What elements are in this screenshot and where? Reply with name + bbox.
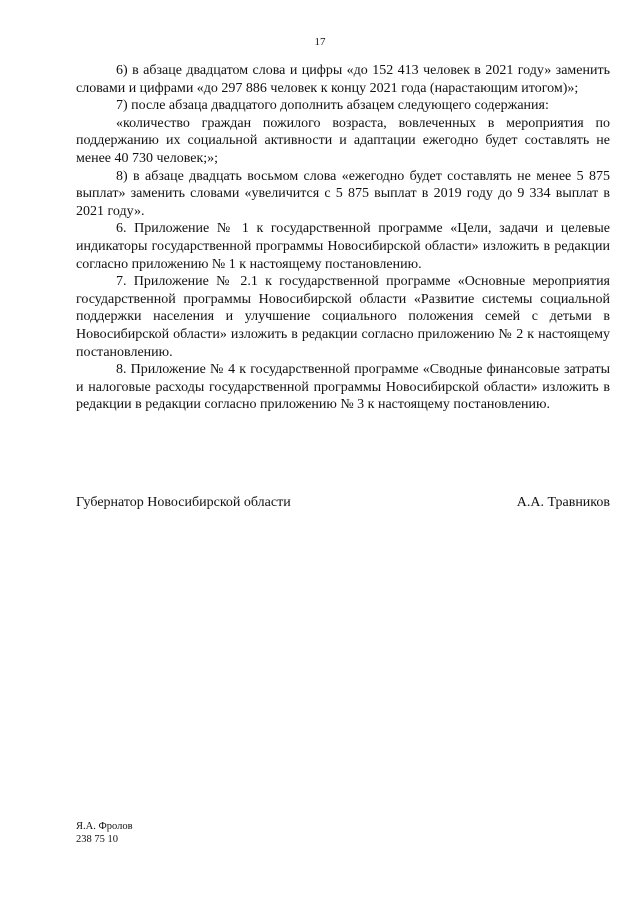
paragraph-item-8: 8. Приложение № 4 к государственной программе «Сводные финансовые затраты и налоговые расходы государственной программы Новосибирской области» изложить в редакции в редакции согласно приложению № 3 к настоящему постановлению. (76, 362, 610, 413)
signatory-title: Губернатор Новосибирской области (76, 495, 291, 510)
executor-name: Я.А. Фролов (76, 821, 133, 832)
paragraph-item-6: 6. Приложение № 1 к государственной программе «Цели, задачи и целевые индикаторы государственной программы Новосибирской области» изложить в редакции согласно приложению № 1 к настоящему постановлению. (76, 221, 610, 272)
executor-block (76, 820, 133, 846)
document-body (76, 62, 610, 414)
paragraph-quote-elderly: «количество граждан пожилого возраста, вовлеченных в мероприятия по поддержанию их социальной активности и адаптации ежегодно будет составлять не менее 40 730 человек;»; (76, 115, 610, 166)
paragraph-item-7: 7. Приложение № 2.1 к государственной программе «Основные мероприятия государственной программы Новосибирской области «Развитие системы социальной поддержки населения и улучшение социального положения семей с детьми в Новосибирской области» изложить в редакции согласно приложению № 2 к настоящему постановлению. (76, 274, 610, 360)
paragraph-amend-8: 8) в абзаце двадцать восьмом слова «ежегодно будет составлять не менее 5 875 выплат» заменить словами «увеличится с 5 875 выплат в 2019 году до 9 334 выплат в 2021 году». (76, 168, 610, 219)
paragraph-amend-6: 6) в абзаце двадцатом слова и цифры «до 152 413 человек в 2021 году» заменить словами и цифрами «до 297 886 человек к концу 2021 года (нарастающим итогом)»; (76, 63, 610, 96)
page-number: 17 (314, 36, 326, 48)
executor-phone: 238 75 10 (76, 834, 118, 845)
signatory-name: А.А. Травников (516, 495, 610, 510)
paragraph-amend-7: 7) после абзаца двадцатого дополнить абзацем следующего содержания: (116, 98, 549, 114)
